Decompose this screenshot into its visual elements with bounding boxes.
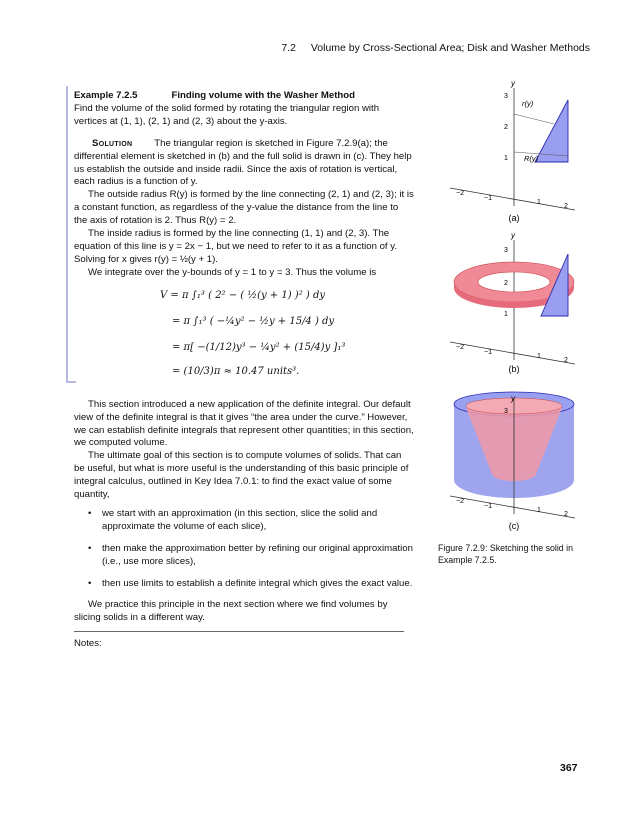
sublabel-b: (b) xyxy=(508,364,520,374)
tick-x-neg2: −2 xyxy=(456,498,464,505)
list-item: • we start with an approximation (in this section, slice the solid and approximate the volume of each slice), xyxy=(88,508,414,534)
tick-x-neg2: −2 xyxy=(456,344,464,351)
tick-y-2: 2 xyxy=(504,124,508,131)
inner-radius-line xyxy=(514,114,554,124)
y-axis-label: y xyxy=(511,232,515,240)
running-header xyxy=(0,42,590,54)
math-line-1: V = π ∫₁³ ( 2² − ( ½(y + 1) )² ) dy xyxy=(160,289,326,301)
list-item: • then make the approximation better by refining our original approximation (i.e., use more slices), xyxy=(88,543,414,569)
tick-y-3: 3 xyxy=(504,408,508,415)
tick-y-2: 2 xyxy=(504,280,508,287)
solution-label: Solution xyxy=(92,137,133,149)
triangle-region xyxy=(541,254,568,316)
tick-x-neg1: −1 xyxy=(484,503,492,510)
math-line-3: = π[ −(1/12)y³ − ¼y² + (15/4)y ]₁³ xyxy=(172,341,346,353)
tick-x-2: 2 xyxy=(564,203,568,210)
body-para-3: We practice this principle in the next section where we find volumes by slicing solids in a different way. xyxy=(74,599,388,624)
page-number: 367 xyxy=(560,762,578,774)
tick-x-neg1: −1 xyxy=(484,349,492,356)
solution-text-1: The triangular region is sketched in Figure 7.2.9(a); the differential element is sketched in (b) and the full solid is drawn in (c). They help us establish the outside and inside radii. Since the axis of rotation is vertical, each radius is a function of y. xyxy=(74,137,412,188)
tick-x-1: 1 xyxy=(537,353,541,360)
volume-computation xyxy=(74,286,414,386)
tick-y-3: 3 xyxy=(504,93,508,100)
tick-x-1: 1 xyxy=(537,199,541,206)
sublabel-c: (c) xyxy=(508,521,520,531)
main-column xyxy=(74,90,414,625)
example-title: Finding volume with the Washer Method xyxy=(171,90,355,101)
body-para-2: The ultimate goal of this section is to compute volumes of solids. That can be useful, but what is more useful is the understanding of this basic principle of integral calculus, outlined in Key Idea 7.0.1: to find the exact value of some quantity, xyxy=(74,450,409,501)
x-axis xyxy=(450,342,575,364)
solution-para-2: The outside radius R(y) is formed by the line connecting (2, 1) and (2, 3); it is a constant function, as regardless of the y-value the distance from the line to the axis of rotation is 2. Thus R(y) = 2. xyxy=(74,189,414,227)
label-R: R(y) xyxy=(524,154,539,163)
example-label: Example 7.2.5 xyxy=(74,90,138,101)
tick-x-1: 1 xyxy=(537,507,541,514)
section-number: 7.2 xyxy=(281,42,296,54)
label-r: r(y) xyxy=(522,99,534,108)
example-heading xyxy=(74,90,414,103)
list-item: • then use limits to establish a definite integral which gives the exact value. xyxy=(88,578,414,591)
principle-list xyxy=(74,508,414,591)
notes-rule xyxy=(74,631,404,632)
notes-label: Notes: xyxy=(74,638,102,649)
solution-para-4: We integrate over the y-bounds of y = 1 to y = 3. Thus the volume is xyxy=(88,266,377,278)
tick-x-2: 2 xyxy=(564,511,568,518)
figure-c xyxy=(440,386,590,536)
y-axis-label: y xyxy=(511,79,515,88)
body-para-1: This section introduced a new application of the definite integral. Our default view of the definite integral is that it gives “the area under the curve.” However, we can establish definite integrals that represent other quantities; in this section, we computed volume. xyxy=(74,398,414,449)
solution-para-3: The inside radius is formed by the line connecting (1, 1) and (2, 3). The equation of this line is y = 2x − 1, but we need to refer to it as a function of y. Solving for x gives r(y) = ½(y + 1). xyxy=(74,228,398,265)
x-axis xyxy=(450,188,575,210)
triangle-region xyxy=(535,100,568,162)
figure-b xyxy=(440,232,590,377)
solution-para-1 xyxy=(74,138,414,190)
example-border xyxy=(66,86,68,382)
math-line-2: = π ∫₁³ ( −¼y² − ½y + 15/4 ) dy xyxy=(172,315,335,327)
tick-y-3: 3 xyxy=(504,247,508,254)
math-line-4: = (10/3)π ≈ 10.47 units³. xyxy=(172,365,300,377)
figure-a xyxy=(440,78,590,228)
tick-x-neg2: −2 xyxy=(456,190,464,197)
tick-x-neg1: −1 xyxy=(484,195,492,202)
figure-caption: Figure 7.2.9: Sketching the solid in Example 7.2.5. xyxy=(438,543,573,565)
tick-y-1: 1 xyxy=(504,311,508,318)
y-axis-label: y xyxy=(511,394,515,403)
section-title: Volume by Cross-Sectional Area; Disk and Washer Methods xyxy=(310,42,590,54)
x-axis xyxy=(450,496,575,518)
example-problem: Find the volume of the solid formed by rotating the triangular region with vertices at (1, 1), (2, 1) and (2, 3) about the y-axis. xyxy=(74,102,380,127)
sublabel-a: (a) xyxy=(508,213,520,223)
tick-x-2: 2 xyxy=(564,357,568,364)
tick-y-1: 1 xyxy=(504,155,508,162)
